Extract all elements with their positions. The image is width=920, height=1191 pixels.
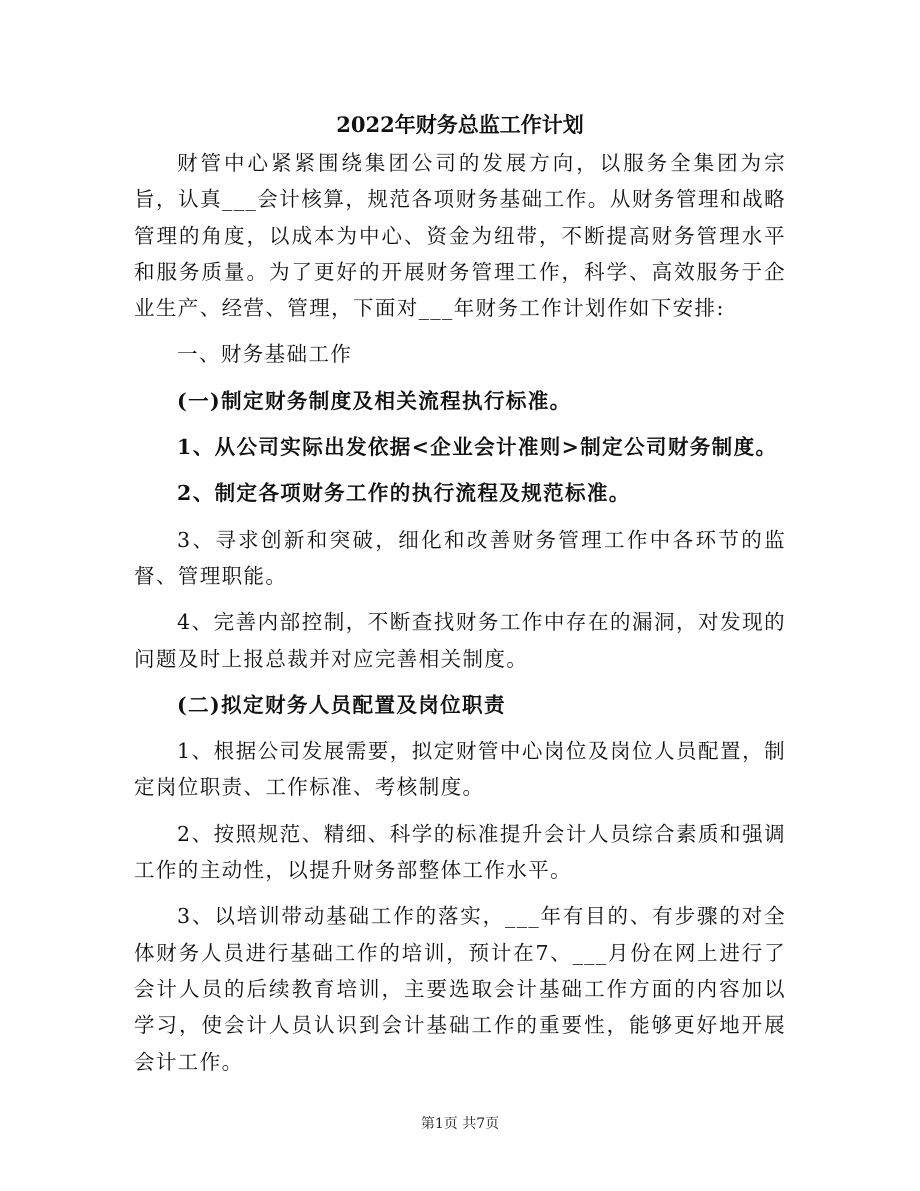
list-item-1-3: 3、寻求创新和突破，细化和改善财务管理工作中各环节的监督、管理职能。	[134, 527, 786, 588]
document-body	[134, 145, 786, 1080]
list-item-1-2: 2、制定各项财务工作的执行流程及规范标准。	[177, 481, 631, 506]
document-title: 2022年财务总监工作计划	[336, 112, 584, 137]
intro-paragraph: 财管中心紧紧围绕集团公司的发展方向，以服务全集团为宗旨，认真___会计核算，规范各项财务基础工作。从财务管理和战略管理的角度，以成本为中心、资金为纽带，不断提高财务管理水平和服务质量。为了更好的开展财务管理工作，科学、高效服务于企业生产、经营、管理，下面对___年财务工作计划作如下安排:	[134, 151, 786, 321]
list-item-2-1: 1、根据公司发展需要，拟定财管中心岗位及岗位人员配置，制定岗位职责、工作标准、考核制度。	[134, 739, 786, 800]
list-item-1-1: 1、从公司实际出发依据<企业会计准则>制定公司财务制度。	[177, 435, 778, 460]
list-item-2-3: 3、以培训带动基础工作的落实，___年有目的、有步骤的对全体财务人员进行基础工作的培训，预计在7、___月份在网上进行了会计人员的后续教育培训，主要选取会计基础工作方面的内容加以学习，使会计人员认识到会计基础工作的重要性，能够更好地开展会计工作。	[134, 904, 786, 1074]
section-heading-1: 一、财务基础工作	[177, 342, 353, 367]
page-indicator: 第1页 共7页	[420, 1116, 500, 1132]
list-item-2-2: 2、按照规范、精细、科学的标准提升会计人员综合素质和强调工作的主动性，以提升财务部整体工作水平。	[134, 821, 786, 883]
subsection-heading-1: (一)制定财务制度及相关流程执行标准。	[177, 388, 572, 413]
subsection-heading-2: (二)拟定财务人员配置及岗位职责	[177, 692, 506, 717]
list-item-1-4: 4、完善内部控制，不断查找财务工作中存在的漏洞，对发现的问题及时上报总裁并对应完善相关制度。	[134, 610, 786, 671]
